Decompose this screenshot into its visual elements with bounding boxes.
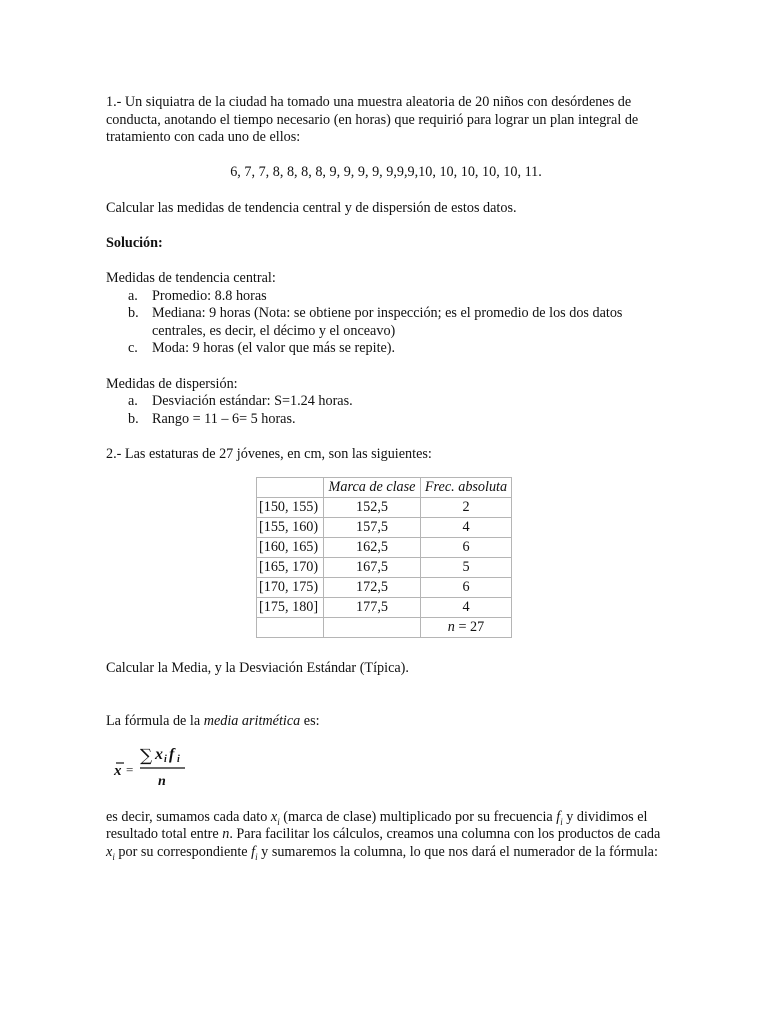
problem2-task: Calcular la Media, y la Desviación Estándar (Típica). bbox=[106, 660, 409, 677]
central-tendency-list bbox=[106, 288, 666, 358]
symbol-x: x bbox=[106, 843, 113, 860]
list-marker: c. bbox=[128, 340, 138, 357]
list-item-text: Mediana: 9 horas (Nota: se obtiene por inspección; es el promedio de los dos datos centrales, es decir, el décimo y el onceavo) bbox=[152, 305, 623, 339]
table-cell: 167,5 bbox=[324, 558, 421, 578]
symbol-f: f bbox=[251, 843, 256, 860]
list-item bbox=[106, 393, 666, 411]
problem1-data-line: 6, 7, 7, 8, 8, 8, 8, 9, 9, 9, 9, 9,9,9,10, 10, 10, 10, 10, 11. bbox=[230, 164, 542, 181]
symbol-n: n bbox=[222, 826, 230, 843]
table-cell: 177,5 bbox=[324, 598, 421, 618]
formula-xbar: x bbox=[114, 762, 122, 779]
formula-explanation bbox=[106, 809, 666, 862]
total-n-symbol: n bbox=[447, 619, 455, 636]
document-page bbox=[106, 94, 666, 861]
table-total-cell bbox=[421, 618, 512, 638]
list-item bbox=[106, 288, 666, 306]
formula-intro bbox=[106, 713, 666, 731]
problem1-task: Calcular las medidas de tendencia central y de dispersión de estos datos. bbox=[106, 199, 517, 216]
solution-heading: Solución: bbox=[106, 234, 163, 251]
mean-formula bbox=[110, 741, 666, 791]
table-header-cell: Marca de clase bbox=[324, 478, 421, 498]
table-cell: [170, 175) bbox=[257, 578, 324, 598]
table-cell: [155, 160) bbox=[257, 518, 324, 538]
table-header-cell: Frec. absoluta bbox=[421, 478, 512, 498]
total-n-value: = 27 bbox=[454, 619, 485, 636]
list-item-text: Desviación estándar: S=1.24 horas. bbox=[152, 393, 353, 410]
explanation-text: y sumaremos la columna, lo que nos dará el numerador de la fórmula: bbox=[257, 843, 658, 860]
table-row bbox=[257, 538, 512, 558]
explanation-text: y dividimos el resultado total entre bbox=[106, 808, 648, 843]
list-item bbox=[106, 305, 666, 340]
problem2-intro: 2.- Las estaturas de 27 jóvenes, en cm, son las siguientes: bbox=[106, 445, 432, 462]
table-cell: 5 bbox=[421, 558, 512, 578]
list-marker: b. bbox=[128, 410, 139, 427]
table-cell: 172,5 bbox=[324, 578, 421, 598]
table-header-row bbox=[257, 478, 512, 498]
table-cell: [160, 165) bbox=[257, 538, 324, 558]
list-item-text: Moda: 9 horas (el valor que más se repite). bbox=[152, 340, 396, 357]
table-cell: [150, 155) bbox=[257, 498, 324, 518]
explanation-text: . Para facilitar los cálculos, creamos una columna con los productos de cada bbox=[229, 826, 661, 843]
table-cell bbox=[257, 618, 324, 638]
table-cell bbox=[324, 618, 421, 638]
symbol-f: f bbox=[556, 808, 561, 825]
list-item-text: Promedio: 8.8 horas bbox=[152, 287, 267, 304]
list-marker: a. bbox=[128, 393, 138, 410]
table-row bbox=[257, 558, 512, 578]
table-cell: [165, 170) bbox=[257, 558, 324, 578]
table-cell: [175, 180] bbox=[257, 598, 324, 618]
table-row bbox=[257, 598, 512, 618]
formula-subscript-i: i bbox=[177, 753, 180, 765]
symbol-subscript-i: i bbox=[112, 851, 115, 862]
formula-intro-text: La fórmula de la bbox=[106, 713, 204, 730]
explanation-text: (marca de clase) multiplicado por su frecuencia bbox=[279, 808, 557, 825]
table-cell: 157,5 bbox=[324, 518, 421, 538]
list-marker: b. bbox=[128, 305, 139, 322]
formula-intro-term: media aritmética bbox=[203, 713, 301, 730]
formula-denominator: n bbox=[158, 773, 166, 789]
formula-numerator-f: f bbox=[169, 745, 175, 763]
symbol-subscript-i: i bbox=[560, 816, 563, 827]
frequency-table bbox=[256, 477, 512, 638]
explanation-text: por su correspondiente bbox=[114, 843, 252, 860]
list-item bbox=[106, 411, 666, 429]
central-tendency-heading: Medidas de tendencia central: bbox=[106, 269, 276, 286]
formula-equals: = bbox=[126, 761, 134, 777]
list-item bbox=[106, 340, 666, 358]
symbol-x: x bbox=[270, 808, 278, 825]
symbol-subscript-i: i bbox=[277, 816, 280, 827]
formula-numerator-x: x bbox=[155, 745, 163, 763]
symbol-subscript-i: i bbox=[255, 851, 258, 862]
formula-sum-symbol: ∑ bbox=[140, 745, 153, 766]
table-cell: 152,5 bbox=[324, 498, 421, 518]
list-marker: a. bbox=[128, 287, 138, 304]
formula-subscript-i: i bbox=[164, 753, 167, 765]
table-cell: 6 bbox=[421, 538, 512, 558]
dispersion-list bbox=[106, 393, 666, 428]
formula-intro-text-end: es: bbox=[300, 713, 320, 730]
table-cell: 6 bbox=[421, 578, 512, 598]
explanation-text: es decir, sumamos cada dato bbox=[106, 808, 271, 825]
table-row bbox=[257, 498, 512, 518]
table-cell: 2 bbox=[421, 498, 512, 518]
list-item-text: Rango = 11 – 6= 5 horas. bbox=[152, 410, 296, 427]
table-cell: 4 bbox=[421, 518, 512, 538]
table-header-cell bbox=[257, 478, 324, 498]
mean-formula-graphic bbox=[110, 741, 200, 793]
problem1-intro: 1.- Un siquiatra de la ciudad ha tomado una muestra aleatoria de 20 niños con desórdenes de conducta, anotando el tiempo necesario (en horas) que requirió para lograr un plan integral de tratamiento con cada uno de ellos: bbox=[106, 94, 639, 146]
table-total-row bbox=[257, 618, 512, 638]
table-row bbox=[257, 578, 512, 598]
table-row bbox=[257, 518, 512, 538]
table-cell: 162,5 bbox=[324, 538, 421, 558]
table-cell: 4 bbox=[421, 598, 512, 618]
dispersion-heading: Medidas de dispersión: bbox=[106, 375, 238, 392]
